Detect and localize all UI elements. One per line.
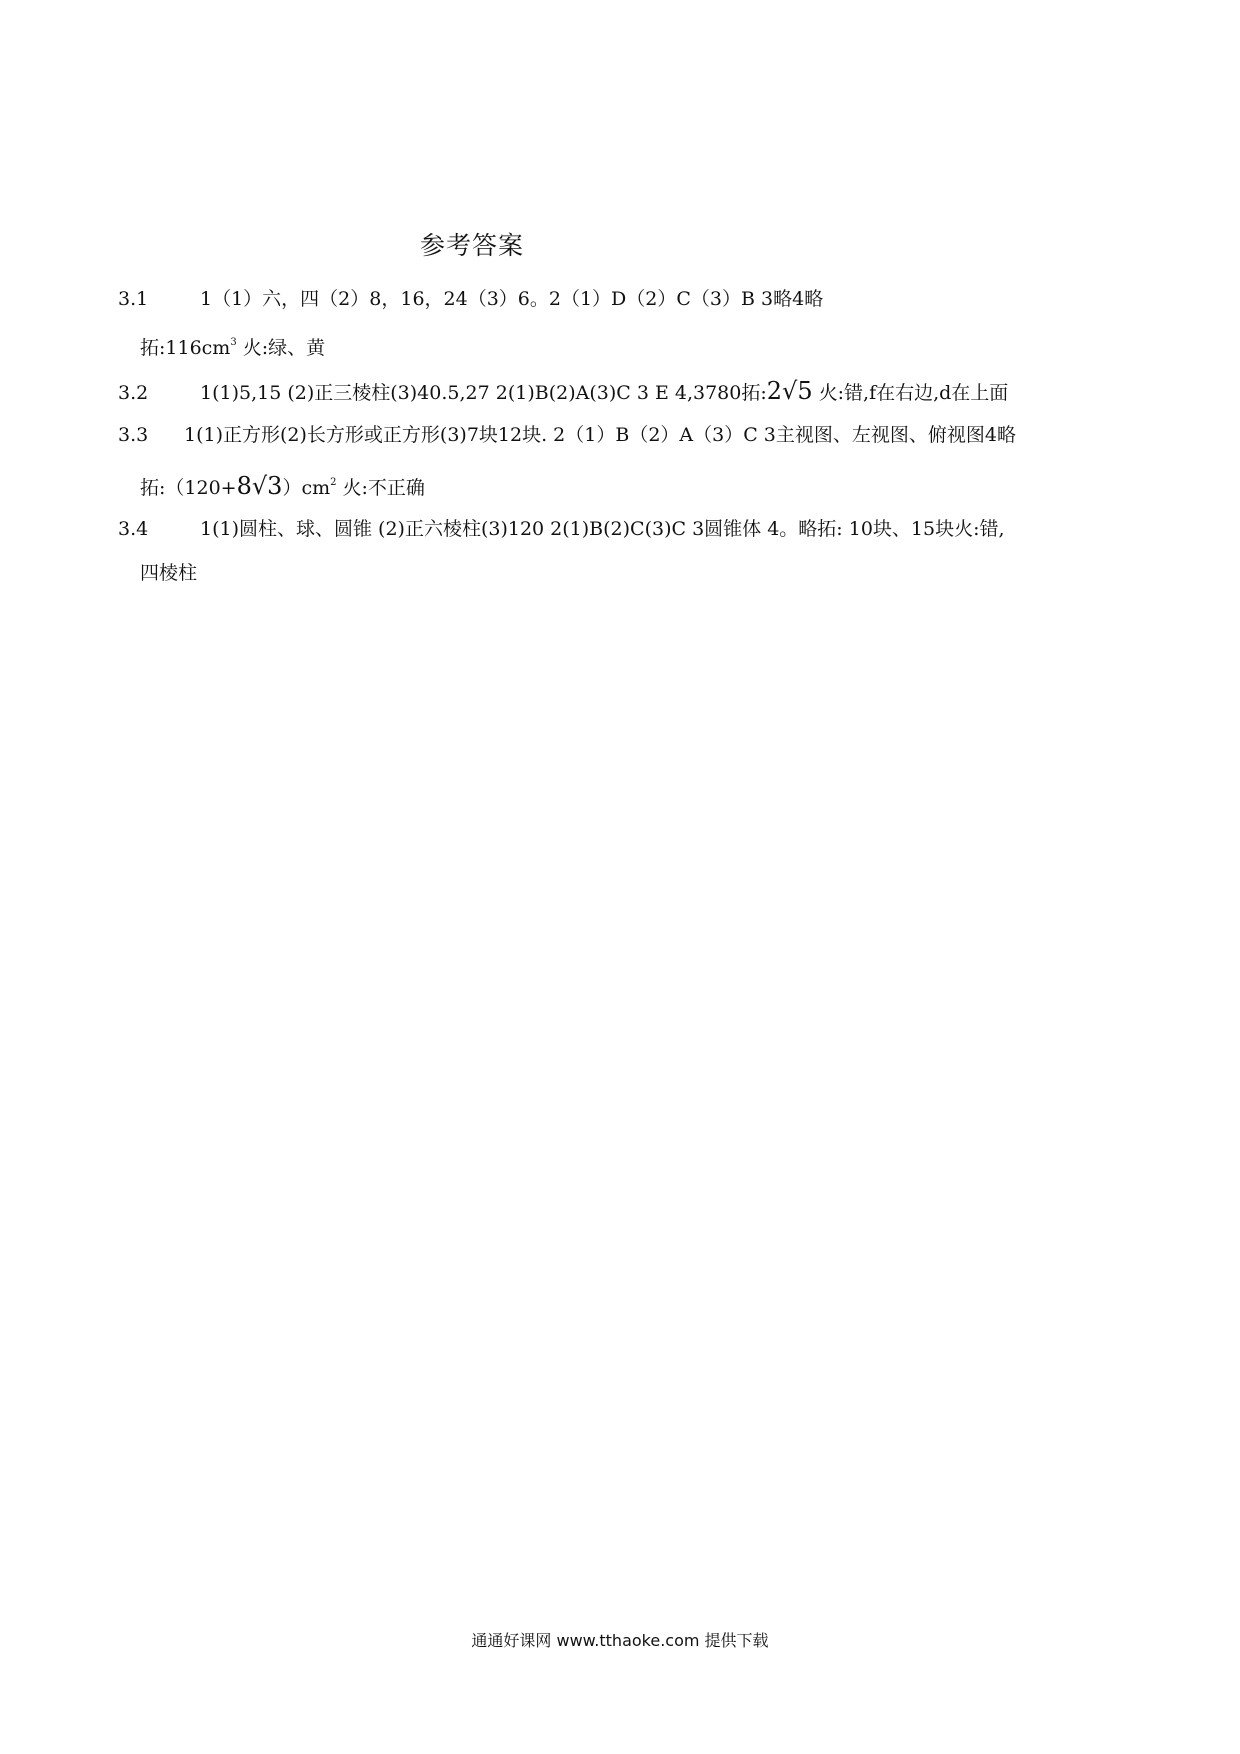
footer-text: 通通好课网 www.tthaoke.com 提供下载 [471, 1631, 769, 1650]
answer-text: 拓:116cm [140, 337, 231, 359]
sqrt-expression: 2√5 [766, 377, 813, 405]
section-number: 3.2 [118, 382, 149, 404]
answer-text: 火:不正确 [336, 477, 425, 499]
answer-3-4-line-1 [0, 516, 1005, 542]
answer-text: 1（1）六，四（2）8，16，24（3）6。2（1）D（2）C（3）B 3略4略 [200, 288, 824, 310]
answer-text: 火:错,f在右边,d在上面 [812, 382, 1009, 404]
answer-text: 四棱柱 [140, 562, 198, 584]
superscript: 2 [330, 477, 337, 488]
answer-text: 1(1)圆柱、球、圆锥 (2)正六棱柱(3)120 2(1)B(2)C(3)C 3圆锥体 4。略拓: 10块、15块火:错, [200, 518, 1005, 540]
answer-text: 1(1)正方形(2)长方形或正方形(3)7块12块. 2（1）B（2）A（3）C 3主视图、左视图、俯视图4略 [184, 424, 1016, 446]
answer-3-3-line-2 [0, 470, 425, 501]
sqrt-expression: 8√3 [236, 472, 283, 500]
answer-text: ）cm [282, 477, 331, 499]
answer-3-4-line-2 [0, 560, 197, 586]
section-number: 3.1 [118, 288, 149, 310]
answer-3-3-line-1 [0, 422, 1016, 448]
answer-3-2-line-1 [0, 378, 1008, 406]
section-number: 3.4 [118, 518, 149, 540]
answer-text: 1(1)5,15 (2)正三棱柱(3)40.5,27 2(1)B(2)A(3)C 3 E 4,3780拓: [200, 382, 767, 404]
page-title: 参考答案 [420, 231, 525, 260]
answer-text: 拓:（120+ [140, 477, 237, 499]
answer-3-1-line-1 [0, 286, 823, 312]
superscript: 3 [230, 337, 237, 348]
section-number: 3.3 [118, 424, 149, 446]
answer-text: 火:绿、黄 [236, 337, 326, 359]
answer-3-1-line-2 [0, 330, 325, 361]
